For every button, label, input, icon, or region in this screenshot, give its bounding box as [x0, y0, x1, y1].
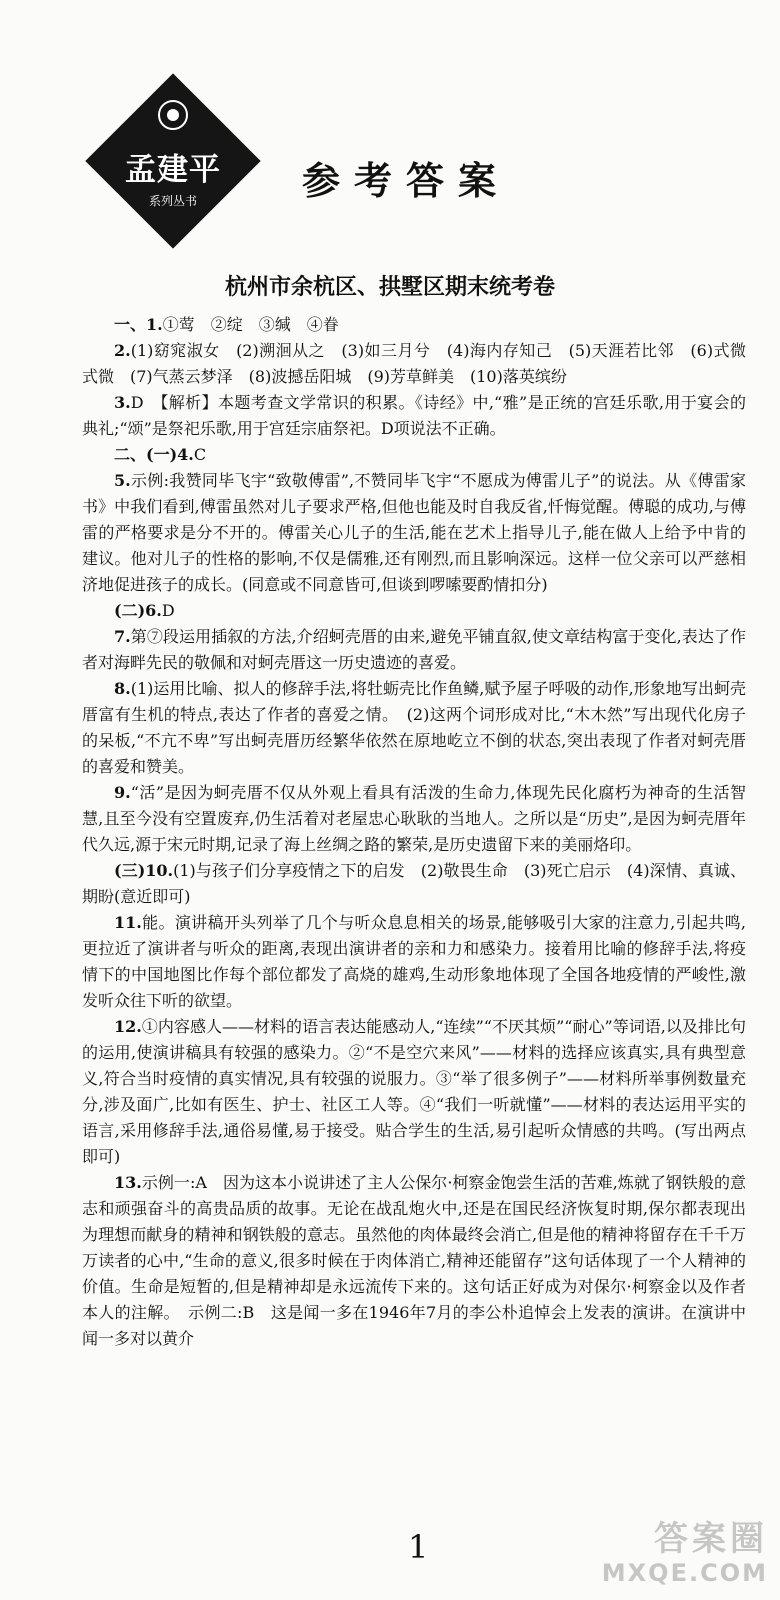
- answer-number: 7.: [114, 627, 131, 646]
- answer-text: 能。演讲稿开头列举了几个与听众息息相关的场景,能够吸引大家的注意力,引起共鸣,更拉近了演讲者与听众的距离,表现出演讲者的亲和力和感染力。接着用比喻的修辞手法,将疫情下的中国地图比作每个部位都发了高烧的雄鸡,生动形象地体现了全国各地疫情的严峻性,激发听众往下听的欲望。: [82, 913, 746, 1010]
- answer-item: [82, 338, 746, 390]
- watermark-url: MXQE.COM: [601, 1559, 768, 1587]
- answer-item: [82, 676, 746, 780]
- answer-text: (1)运用比喻、拟人的修辞手法,将牡蛎壳比作鱼鳞,赋予屋子呼吸的动作,形象地写出蚵壳厝富有生机的特点,表达了作者的喜爱之情。 (2)这两个词形成对比,“木木然”写出现代化房子的呆板,“不亢不卑”写出蚵壳厝历经繁华依然在原地屹立不倒的状态,突出表现了作者对蚵壳厝的喜爱和赞美。: [82, 679, 746, 776]
- answer-item: [82, 910, 746, 1014]
- answer-text: 第⑦段运用插叙的方法,介绍蚵壳厝的由来,避免平铺直叙,使文章结构富于变化,表达了作者对海畔先民的敬佩和对蚵壳厝这一历史遗迹的喜爱。: [82, 627, 746, 672]
- answer-item: [82, 468, 746, 598]
- answer-item: [82, 312, 746, 338]
- answer-item: [82, 858, 746, 910]
- answer-text: (1)窈窕淑女 (2)溯洄从之 (3)如三月兮 (4)海内存知己 (5)天涯若比邻 (6)式微式微 (7)气蒸云梦泽 (8)波撼岳阳城 (9)芳草鲜美 (10)落英缤纷: [82, 341, 746, 386]
- answer-text: “活”是因为蚵壳厝不仅从外观上看具有活泼的生命力,体现先民化腐朽为神奇的生活智慧,且至今没有空置废弃,仍生活着对老屋忠心耿耿的当地人。之所以是“历史”,是因为蚵壳厝年代久远,源于宋元时期,记录了海上丝绸之路的繁荣,是历史遗留下来的美丽烙印。: [82, 783, 746, 854]
- page-title: 参考答案: [302, 159, 511, 203]
- answer-list: [82, 312, 746, 1352]
- answer-number: 13.: [114, 1173, 142, 1192]
- answer-text: 示例:我赞同毕飞宇“致敬傅雷”,不赞同毕飞宇“不愿成为傅雷儿子”的说法。从《傅雷家书》中我们看到,傅雷虽然对儿子要求严格,但他也能及时自我反省,忏悔觉醒。傅聪的成功,与傅雷的严格要求是分不开的。傅雷关心儿子的生活,能在艺术上指导儿子,能在做人上给予中肯的建议。他对儿子的性格的影响,不仅是儒雅,还有刚烈,而且影响深远。这样一位父亲可以严慈相济地促进孩子的成长。(同意或不同意皆可,但谈到啰嗦要酌情扣分): [82, 471, 746, 594]
- answer-item: [82, 624, 746, 676]
- logo-brand: 孟建平: [125, 152, 221, 188]
- answer-item: [82, 780, 746, 858]
- exam-title: 杭州市余杭区、拱墅区期末统考卷: [224, 274, 555, 300]
- answer-number: 5.: [114, 471, 131, 490]
- answer-text: (1)与孩子们分享疫情之下的启发 (2)敬畏生命 (3)死亡启示 (4)深情、真诚、期盼(意近即可): [82, 861, 746, 906]
- answer-item: [82, 1170, 746, 1352]
- series-logo: [84, 72, 262, 250]
- answer-text: 示例一:A 因为这本小说讲述了主人公保尔·柯察金饱尝生活的苦难,炼就了钢铁般的意志和顽强奋斗的高贵品质的故事。无论在战乱炮火中,还是在国民经济恢复时期,保尔都表现出为理想而献身的精神和钢铁般的意志。虽然他的肉体最终会消亡,但是他的精神将留存在千千万万读者的心中,“生命的意义,很多时候在于肉体消亡,精神还能留存”这句话体现了一个人精神的价值。生命是短暂的,但是精神却是永远流传下来的。这句话正好成为对保尔·柯察金以及作者本人的注解。 示例二:B 这是闻一多在1946年7月的李公朴追悼会上发表的演讲。在演讲中闻一多对以黄介: [82, 1173, 746, 1348]
- answer-number: 二、(一)4.: [114, 445, 194, 464]
- answer-number: 12.: [114, 1017, 142, 1036]
- answer-number: 一、1.: [114, 315, 163, 334]
- answer-text: D 【解析】本题考查文学常识的积累。《诗经》中,“雅”是正统的宫廷乐歌,用于宴会的典礼;“颂”是祭祀乐歌,用于宫廷宗庙祭祀。D项说法不正确。: [82, 393, 746, 438]
- answer-number: 11.: [114, 913, 142, 932]
- watermark: [548, 1520, 768, 1592]
- answer-item: [82, 1014, 746, 1170]
- answer-text: ①莺 ②绽 ③缄 ④眷: [162, 315, 339, 334]
- answer-item: [82, 390, 746, 442]
- answer-number: 9.: [114, 783, 131, 802]
- page-number: 1: [408, 1528, 429, 1566]
- answer-text: D: [161, 601, 175, 620]
- watermark-text: 答案圈: [654, 1519, 768, 1559]
- answer-text: ①内容感人——材料的语言表达能感动人,“连续”“不厌其烦”“耐心”等词语,以及排比句的运用,使演讲稿具有较强的感染力。②“不是空穴来风”——材料的选择应该真实,具有典型意义,符合当时疫情的真实情况,具有较强的说服力。③“举了很多例子”——材料所举事例数量充分,涉及面广,比如有医生、护士、社区工人等。④“我们一听就懂”——材料的表达运用平实的语言,采用修辞手法,通俗易懂,易于接受。贴合学生的生活,易引起听众情感的共鸣。(写出两点即可): [82, 1017, 746, 1166]
- answer-number: 8.: [114, 679, 131, 698]
- answer-item: [82, 598, 746, 624]
- answer-item: [82, 442, 746, 468]
- answer-number: (三)10.: [114, 861, 174, 880]
- answer-text: C: [193, 445, 207, 464]
- badge-icon: [158, 100, 188, 130]
- answer-number: (二)6.: [114, 601, 162, 620]
- answer-number: 3.: [114, 393, 131, 412]
- logo-series: 系列丛书: [148, 194, 197, 208]
- answer-number: 2.: [114, 341, 131, 360]
